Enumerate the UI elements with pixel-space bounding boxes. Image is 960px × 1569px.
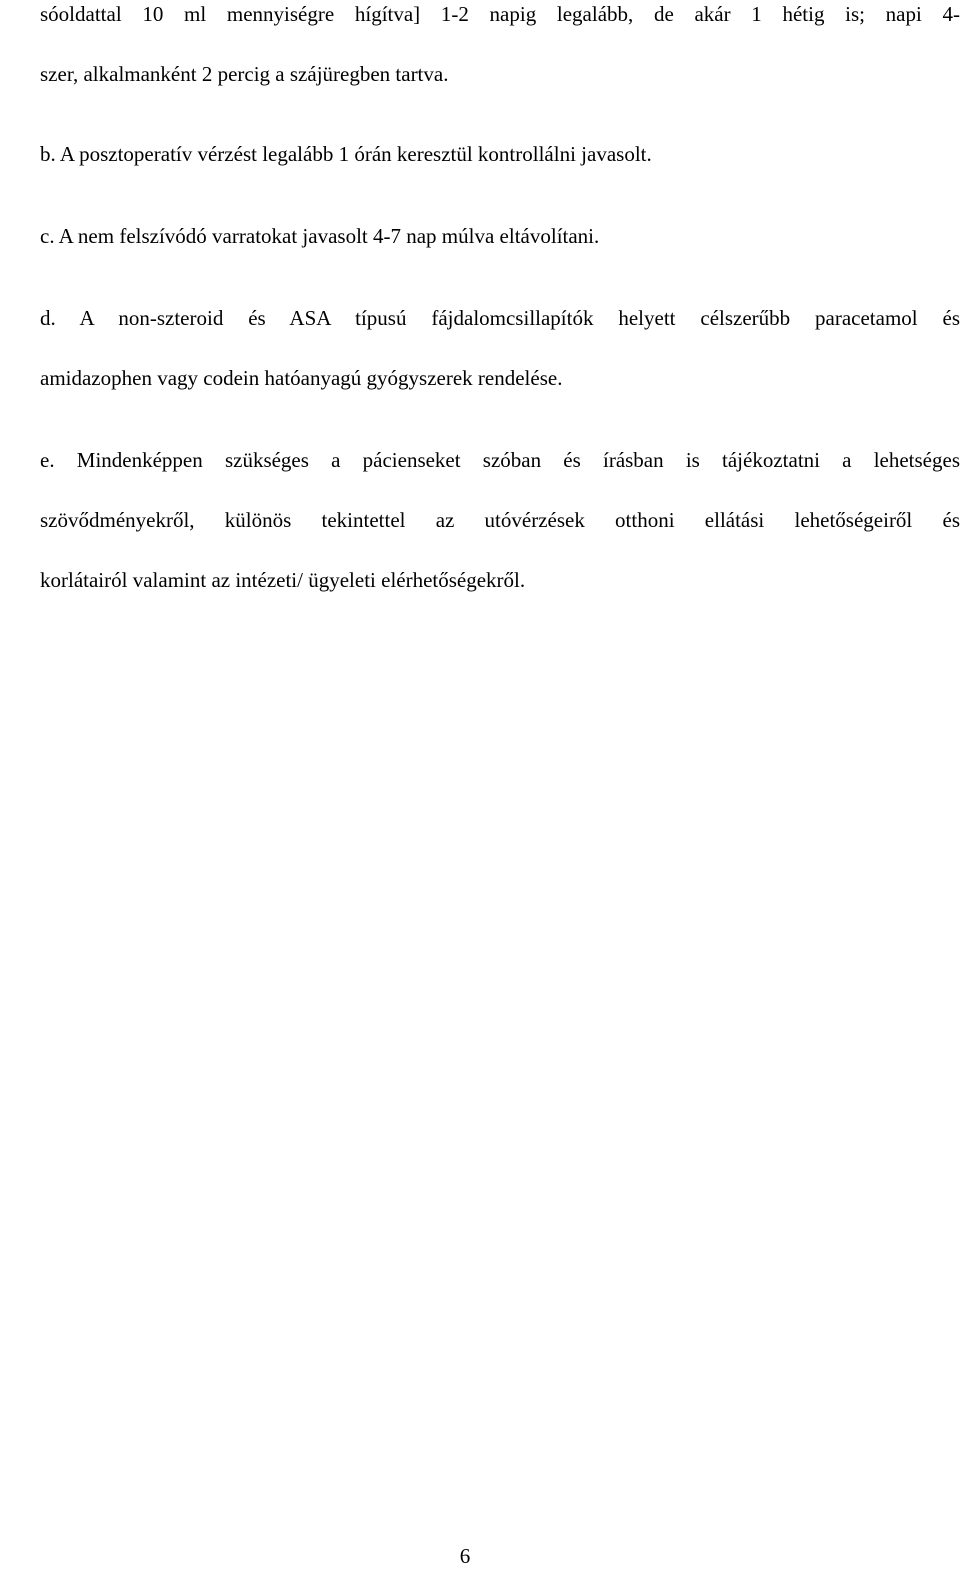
list-item-text: Mindenképpen szükséges a pácienseket szóban és írásban is tájékoztatni a lehetséges — [76, 448, 960, 472]
continuation-line-1: sóoldattal 10 ml mennyiségre hígítva] 1-2 napig legalább, de akár 1 hétig is; napi 4- — [40, 2, 960, 26]
continuation-line-2: szer, alkalmanként 2 percig a szájüregben tartva. — [40, 62, 449, 86]
list-marker: e. — [40, 448, 55, 472]
list-marker: b. — [40, 142, 56, 166]
list-item-b — [40, 142, 652, 167]
list-item-c — [40, 224, 599, 249]
list-marker: c. — [40, 224, 55, 248]
list-item-text: A non-szteroid és ASA típusú fájdalomcsillapítók helyett célszerűbb paracetamol és — [79, 306, 960, 330]
list-item-e-line-3: korlátairól valamint az intézeti/ ügyeleti elérhetőségekről. — [40, 568, 526, 592]
list-item-d-line-2: amidazophen vagy codein hatóanyagú gyógyszerek rendelése. — [40, 366, 563, 390]
list-marker: d. — [40, 306, 56, 330]
list-item-e — [40, 448, 960, 473]
list-item-e-line-2: szövődményekről, különös tekintettel az utóvérzések otthoni ellátási lehetőségeiről és — [40, 508, 960, 532]
page-number: 6 — [459, 1544, 471, 1568]
list-item-text: A posztoperatív vérzést legalább 1 órán keresztül kontrollálni javasolt. — [59, 142, 652, 166]
list-item-d — [40, 306, 960, 331]
list-item-text: A nem felszívódó varratokat javasolt 4-7 nap múlva eltávolítani. — [58, 224, 600, 248]
